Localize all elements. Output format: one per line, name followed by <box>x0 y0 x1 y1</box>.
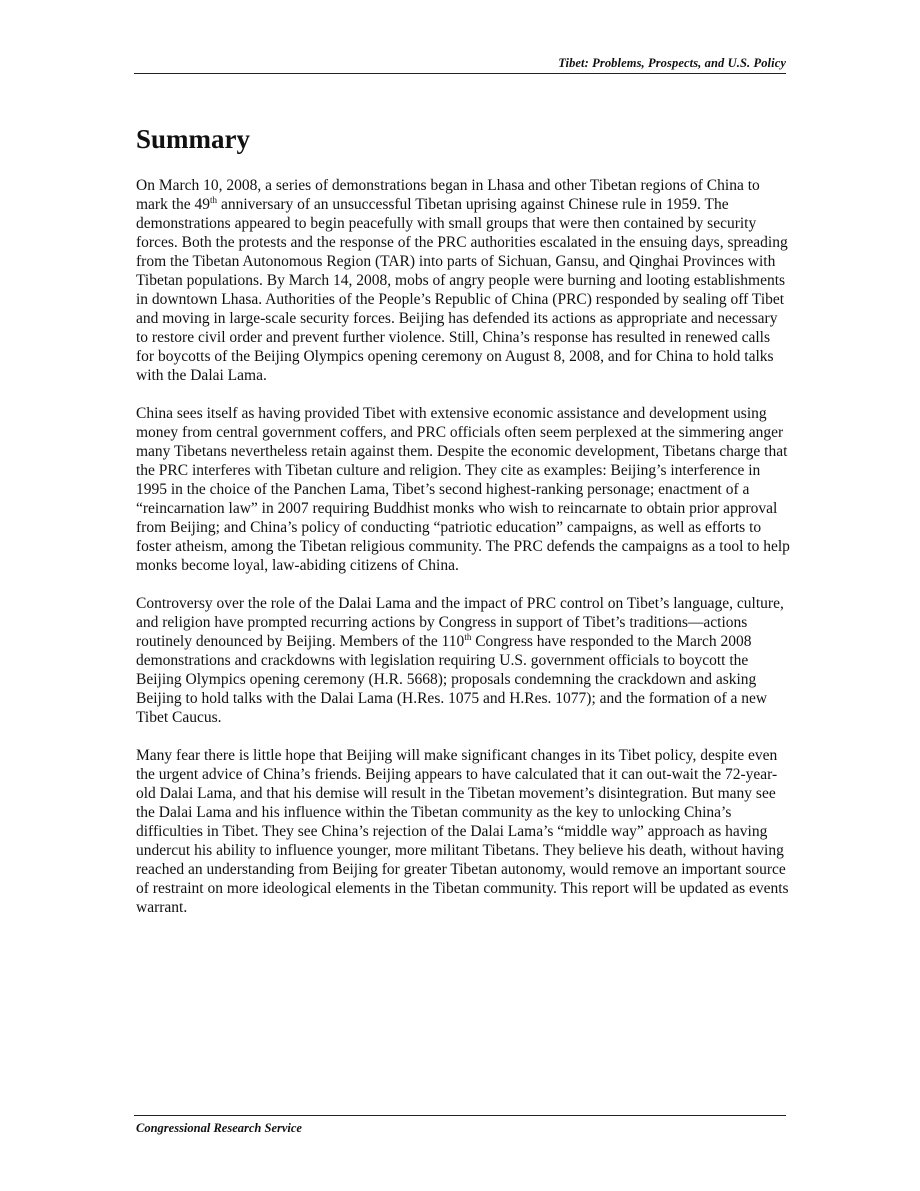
paragraph-2: China sees itself as having provided Tibet with extensive economic assistance and development using money from central government coffers, and PRC officials often seem perplexed at the simmering anger many Tibetans nevertheless retain against them. Despite the economic development, Tibetans charge that the PRC interferes with Tibetan culture and religion. They cite as examples: Beijing’s interference in 1995 in the choice of the Panchen Lama, Tibet’s second highest-ranking personage; enactment of a “reincarnation law” in 2007 requiring Buddhist monks who wish to reincarnate to obtain prior approval from Beijing; and China’s policy of conducting “patriotic education” campaigns, as well as efforts to foster atheism, among the Tibetan religious community. The PRC defends the campaigns as a tool to help monks become loyal, law-abiding citizens of China. <box>136 405 790 574</box>
paragraph-1-part-a: On March 10, 2008, a series of demonstrations began in Lhasa and other Tibetan regions of China to mark the 49 <box>136 177 760 213</box>
ordinal-suffix: th <box>210 195 218 205</box>
summary-body <box>136 176 790 936</box>
running-header: Tibet: Problems, Prospects, and U.S. Policy <box>558 56 786 70</box>
footer-rule <box>134 1115 786 1116</box>
paragraph-3-part-a: Controversy over the role of the Dalai Lama and the impact of PRC control on Tibet’s language, culture, and religion have prompted recurring actions by Congress in support of Tibet’s traditions—actions routinely denounced by Beijing. Members of the 110 <box>136 595 784 650</box>
ordinal-suffix: th <box>464 632 472 642</box>
paragraph-4: Many fear there is little hope that Beijing will make significant changes in its Tibet policy, despite even the urgent advice of China’s friends. Beijing appears to have calculated that it can out-wait the 72-year-old Dalai Lama, and that his demise will result in the Tibetan movement’s disintegration. But many see the Dalai Lama and his influence within the Tibetan community as the key to unlocking China’s difficulties in Tibet. They see China’s rejection of the Dalai Lama’s “middle way” approach as having undercut his ability to influence younger, more militant Tibetans. They believe his death, without having reached an understanding from Beijing for greater Tibetan autonomy, would remove an important source of restraint on more ideological elements in the Tibetan community. This report will be updated as events warrant. <box>136 747 789 916</box>
paragraph-3 <box>136 594 790 727</box>
header-rule <box>134 73 786 74</box>
page-title: Summary <box>136 124 250 154</box>
paragraph-3-part-b: Congress have responded to the March 2008 demonstrations and crackdowns with legislation requiring U.S. government officials to boycott the Beijing Olympics opening ceremony (H.R. 5668); proposals condemning the crackdown and asking Beijing to hold talks with the Dalai Lama (H.Res. 1075 and H.Res. 1077); and the formation of a new Tibet Caucus. <box>136 633 768 726</box>
paragraph-1 <box>136 176 790 385</box>
running-footer: Congressional Research Service <box>136 1121 302 1135</box>
paragraph-1-part-b: anniversary of an unsuccessful Tibetan uprising against Chinese rule in 1959. The demonstrations appeared to begin peacefully with small groups that were then contained by security forces. Both the protests and the response of the PRC authorities escalated in the ensuing days, spreading from the Tibetan Autonomous Region (TAR) into parts of Sichuan, Gansu, and Qinghai Provinces with Tibetan populations. By March 14, 2008, mobs of angry people were burning and looting establishments in downtown Lhasa. Authorities of the People’s Republic of China (PRC) responded by sealing off Tibet and moving in large-scale security forces. Beijing has defended its actions as appropriate and necessary to restore civil order and prevent further violence. Still, China’s response has resulted in renewed calls for boycotts of the Beijing Olympics opening ceremony on August 8, 2008, and for China to hold talks with the Dalai Lama. <box>136 196 788 384</box>
